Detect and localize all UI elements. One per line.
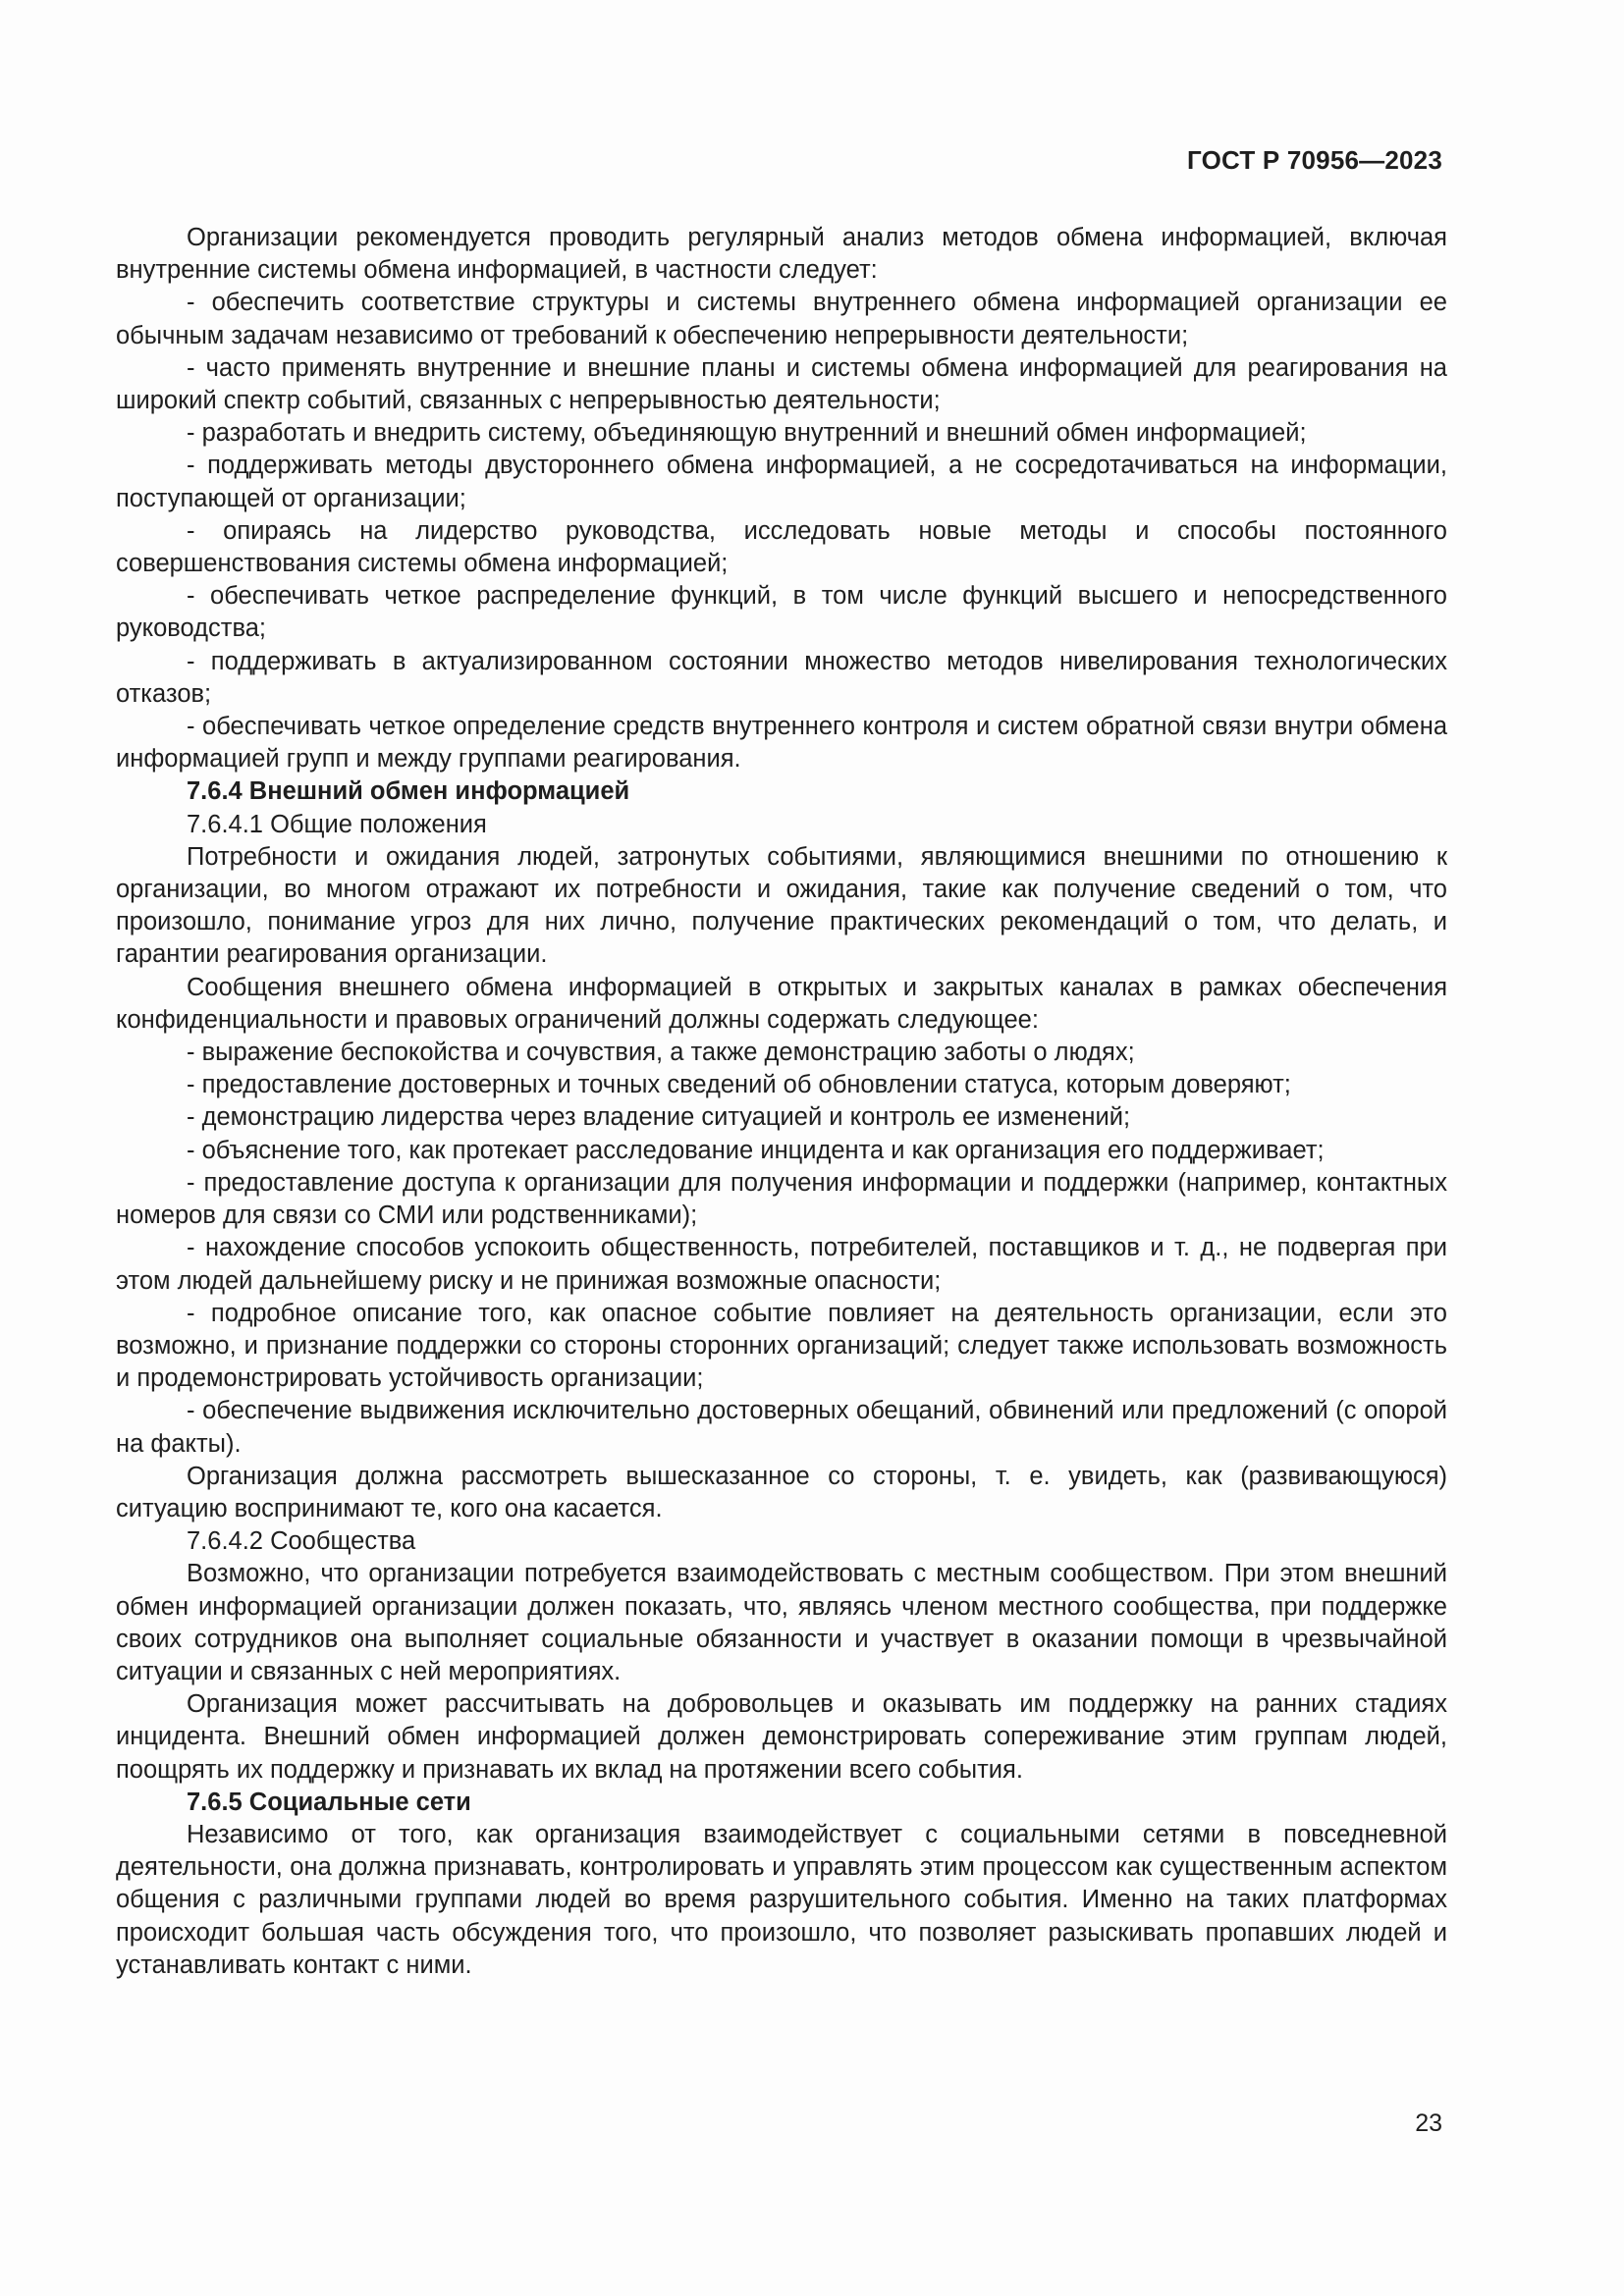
list-item: - нахождение способов успокоить общественность, потребителей, поставщиков и т. д., не подвергая при этом людей дальнейшему риску и не принижая возможные опасности; — [116, 1234, 1447, 1295]
list-item: - предоставление достоверных и точных сведений об обновлении статуса, которым доверяют; — [187, 1071, 1291, 1099]
section-heading: 7.6.5 Социальные сети — [187, 1788, 471, 1816]
subsection-heading: 7.6.4.2 Сообщества — [187, 1527, 416, 1556]
paragraph: Независимо от того, как организация взаимодействует с социальными сетями в повседневной деятельности, она должна признавать, контролировать и управлять этим процессом как существенным аспектом общения с различными группами людей во время разрушительного события. Именно на таких платформах происходит большая часть обсуждения того, что произошло, что позволяет разыскивать пропавших людей и устанавливать контакт с ними. — [116, 1820, 1447, 1979]
paragraph: Организация должна рассмотреть вышесказанное со стороны, т. е. увидеть, как (развивающуюся) ситуацию воспринимают те, кого она касается. — [116, 1462, 1447, 1522]
list-item: - часто применять внутренние и внешние планы и системы обмена информацией для реагирования на широкий спектр событий, связанных с непрерывностью деятельности; — [116, 353, 1447, 415]
list-item: - объяснение того, как протекает расследование инцидента и как организация его поддерживает; — [187, 1136, 1325, 1164]
list-item: - обеспечивать четкое определение средств внутреннего контроля и систем обратной связи внутри обмена информацией групп и между группами реагирования. — [116, 713, 1447, 774]
list-item: - поддерживать методы двустороннего обмена информацией, а не сосредотачиваться на информации, поступающей от организации; — [116, 452, 1447, 512]
list-item: - подробное описание того, как опасное событие повлияет на деятельность организации, если это возможно, и признание поддержки со стороны сторонних организаций; следует также использовать возможность и продемонстрировать устойчивость организации; — [116, 1299, 1447, 1393]
list-item: - выражение беспокойства и сочувствия, а также демонстрацию заботы о людях; — [187, 1039, 1135, 1067]
document-id-header: ГОСТ Р 70956—2023 — [1187, 145, 1442, 175]
subsection-heading: 7.6.4.1 Общие положения — [187, 810, 487, 838]
list-item: - поддерживать в актуализированном состоянии множество методов нивелирования технологических отказов; — [116, 647, 1447, 708]
document-body — [116, 222, 1447, 1982]
list-item: - демонстрацию лидерства через владение ситуацией и контроль ее изменений; — [187, 1103, 1131, 1132]
page-number: 23 — [1415, 2109, 1442, 2137]
list-item: - обеспечение выдвижения исключительно достоверных обещаний, обвинений или предложений (с опорой на факты). — [116, 1397, 1447, 1458]
paragraph: Организации рекомендуется проводить регулярный анализ методов обмена информацией, включая внутренние системы обмена информацией, в частности следует: — [116, 224, 1447, 285]
paragraph: Потребности и ожидания людей, затронутых событиями, являющимися внешними по отношению к организации, во многом отражают их потребности и ожидания, такие как получение сведений о том, что произошло, понимание угроз для них лично, получение практических рекомендаций о том, что делать, и гарантии реагирования организации. — [116, 842, 1447, 969]
paragraph: Сообщения внешнего обмена информацией в открытых и закрытых каналах в рамках обеспечения конфиденциальности и правовых ограничений должны содержать следующее: — [116, 973, 1447, 1034]
list-item: - обеспечивать четкое распределение функций, в том числе функций высшего и непосредственного руководства; — [116, 582, 1447, 643]
list-item: - обеспечить соответствие структуры и системы внутреннего обмена информацией организации ее обычным задачам независимо от требований к обеспечению непрерывности деятельности; — [116, 289, 1447, 349]
list-item: - предоставление доступа к организации для получения информации и поддержки (например, контактных номеров для связи со СМИ или родственниками); — [116, 1168, 1447, 1230]
list-item: - опираясь на лидерство руководства, исследовать новые методы и способы постоянного совершенствования системы обмена информацией; — [116, 516, 1447, 578]
paragraph: Возможно, что организации потребуется взаимодействовать с местным сообществом. При этом внешний обмен информацией организации должен показать, что, являясь членом местного сообщества, при поддержке своих сотрудников она выполняет социальные обязанности и участвует в оказании помощи в чрезвычайной ситуации и связанных с ней мероприятиях. — [116, 1560, 1447, 1685]
section-heading: 7.6.4 Внешний обмен информацией — [187, 777, 630, 806]
paragraph: Организация может рассчитывать на добровольцев и оказывать им поддержку на ранних стадиях инцидента. Внешний обмен информацией должен демонстрировать сопереживание этим группам людей, поощрять их поддержку и признавать их вклад на протяжении всего события. — [116, 1690, 1447, 1784]
list-item: - разработать и внедрить систему, объединяющую внутренний и внешний обмен информацией; — [187, 419, 1307, 448]
